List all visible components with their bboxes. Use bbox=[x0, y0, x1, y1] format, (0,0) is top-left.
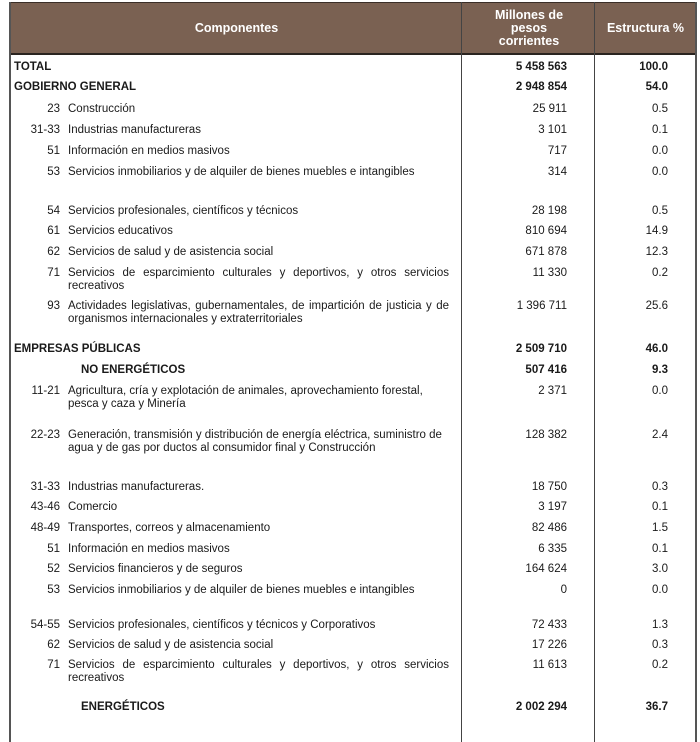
table-header bbox=[11, 2, 695, 55]
column-divider bbox=[461, 2, 462, 742]
components-table: Componentes Millones de pesos corrientes Estructura % TOTAL 5 458 563 100.0 GOBIERNO GENERAL 2 948 854 54.0 23 Construcción 25 911 0.5 31-33 Industrias manufactureras 3 101 0.1 51 Información en medios masivos 717 0.0 53 Servicios inmobiliarios y de alquiler de bienes muebles e intangibles 314 0.0 54 Servicios profesionales, científicos y técnicos 28 198 0.5 61 Servicios educativos 810 694 14.9 62 Servicios de salud y de asistencia social 671 878 12.3 71 Servicios de esparcimiento culturales y deportivos, y otros servicios recreativos 11 330 0.2 93 Actividades legislativas, gubernamentales, de impartición de justicia y de organismos internacionales y extraterritoriales 1 396 711 25.6 EMPRESAS PÚBLICAS 2 509 710 46.0 NO ENERGÉTICOS 507 416 9.3 11-21 Agricultura, cría y explotación de animales, aprovechamiento forestal, pesca y caza y Minería 2 371 0.0 22-23 Generación, transmisión y distribución de energía eléctrica, suministro de agua y de gas por ductos al consumidor final y Construcción 128 382 2.4 31-33 Industrias manufactureras. 18 750 0.3 43-46 Comercio 3 197 0.1 48-49 Transportes, correos y almacenamiento 82 486 1.5 51 Información en medios masivos 6 335 0.1 52 Servicios financieros y de seguros 164 624 3.0 53 Servicios inmobiliarios y de alquiler de bienes muebles e intangibles 0 0.0 54-55 Servicios profesionales, científicos y técnicos y Corporativos 72 433 1.3 62 Servicios de salud y de asistencia social 17 226 0.3 71 Servicios de esparcimiento culturales y deportivos, y otros servicios recreativos 11 613 0.2 ENERGÉTICOS 2 002 294 36.7 bbox=[9, 2, 697, 742]
header-estructura: Estructura % bbox=[606, 21, 685, 35]
column-divider bbox=[594, 2, 595, 742]
header-componentes: Componentes bbox=[194, 21, 279, 35]
header-millones: Millones de pesos corrientes bbox=[494, 8, 564, 48]
